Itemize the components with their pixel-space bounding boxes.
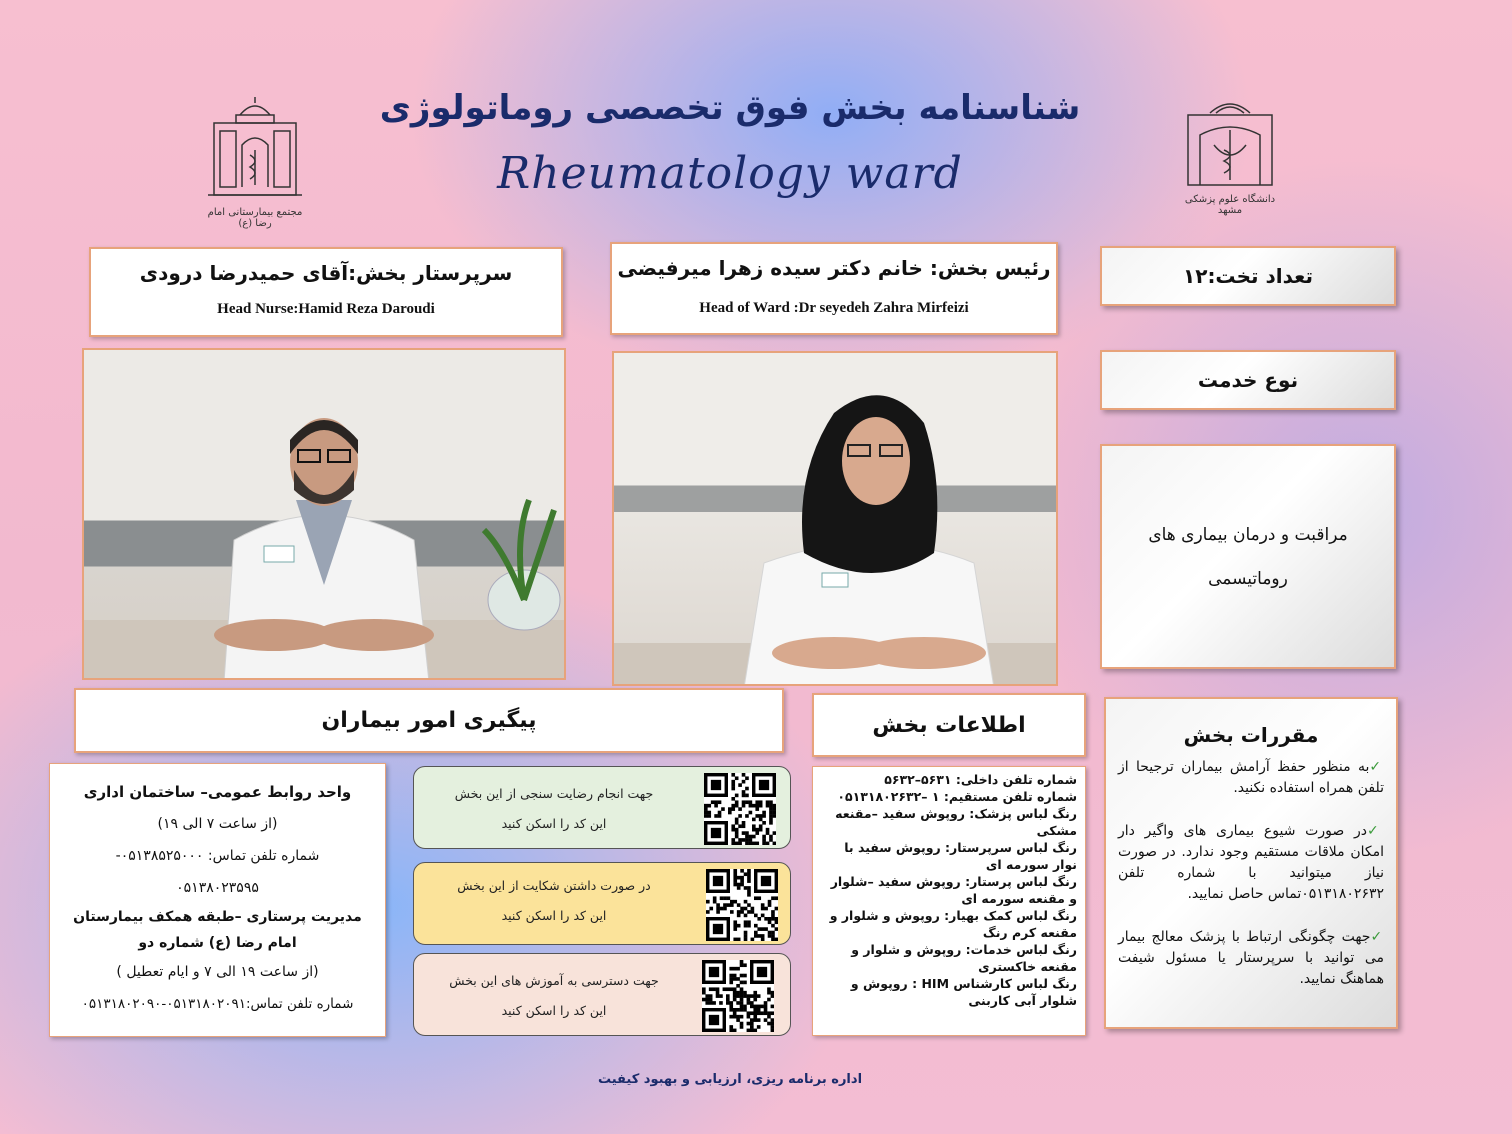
qr-card-line: جهت انجام رضایت سنجی از این بخش — [454, 786, 654, 801]
public-relations-phone-2: ۰۵۱۳۸۰۲۳۵۹۵ — [176, 880, 259, 896]
qr-card-line: در صورت داشتن شکایت از این بخش — [457, 878, 651, 893]
bed-count-card — [1100, 246, 1396, 306]
qr-card-line: این کد را اسکن کنید — [501, 1003, 607, 1018]
public-relations-unit: واحد روابط عمومی– ساختمان اداری — [83, 783, 352, 801]
service-type-label: نوع خدمت — [1197, 368, 1299, 392]
service-description-card — [1100, 444, 1396, 669]
page-title-english: Rheumatology ward — [497, 148, 963, 199]
nursing-management-location: مدیریت پرستاری –طبقه همکف بیمارستان امام رضا (ع) شماره دو — [73, 909, 362, 951]
head-nurse-photo — [82, 348, 566, 680]
ward-info-card — [812, 766, 1086, 1036]
head-of-ward-photo — [612, 351, 1058, 686]
qr-code-icon — [702, 960, 774, 1032]
qr-card-complaint — [413, 862, 791, 945]
service-staff-uniform: رنگ لباس خدمات: روپوش و شلوار و مقنعه خاکستری — [851, 942, 1077, 974]
qr-code-icon — [706, 869, 778, 941]
public-relations-hours: (از ساعت ۷ الی ۱۹) — [157, 816, 278, 832]
direct-phone: شماره تلفن مستقیم: ۱ –۰۵۱۳۱۸۰۲۶۳۲ — [837, 789, 1077, 804]
hospital-logo — [200, 95, 310, 229]
assistant-nurse-uniform: رنگ لباس کمک بهیار: روپوش و شلوار و مقنعه کرم رنگ — [829, 908, 1077, 940]
university-logo — [1180, 95, 1280, 216]
internal-phone: شماره تلفن داخلی: ۵۶۳۱–۵۶۳۲ — [884, 772, 1077, 787]
satisfaction-qr-code[interactable] — [704, 773, 776, 845]
check-icon: ✓ — [1369, 759, 1384, 775]
head-nurse-title: سرپرستار بخش:آقای حمیدرضا درودی — [139, 261, 513, 285]
head-of-ward-title-english: Head of Ward :Dr seyedeh Zahra Mirfeizi — [699, 300, 969, 316]
education-qr-code[interactable] — [702, 960, 774, 1032]
rules-title: مقررات بخش — [1183, 723, 1319, 747]
patient-affairs-title: پیگیری امور بیماران — [321, 708, 537, 733]
head-nurse-card — [89, 247, 563, 337]
head-nurse-title-english: Head Nurse:Hamid Reza Daroudi — [217, 301, 435, 317]
qr-card-line: این کد را اسکن کنید — [501, 908, 607, 923]
complaint-qr-code[interactable] — [706, 869, 778, 941]
head-of-ward-title: رئیس بخش: خانم دکتر سیده زهرا میرفیضی — [617, 256, 1051, 280]
qr-card-education — [413, 953, 791, 1036]
ward-info-title: اطلاعات بخش — [872, 712, 1026, 738]
public-relations-phone: شماره تلفن تماس: ۰۵۱۳۸۵۲۵۰۰۰- — [115, 848, 320, 864]
nursing-management-hours: (از ساعت ۱۹ الی ۷ و ایام تعطیل ) — [116, 964, 319, 980]
rules-list — [1118, 757, 1384, 990]
service-type-card — [1100, 350, 1396, 410]
page-title: شناسنامه بخش فوق تخصصی روماتولوژی — [379, 88, 1081, 128]
rule-item: ✓جهت چگونگی ارتباط با پزشک معالج بیمار می توانید با سرپرستار یا مسئول شیفت هماهنگ نمایید. — [1118, 929, 1384, 987]
qr-card-line: این کد را اسکن کنید — [501, 816, 607, 831]
check-icon: ✓ — [1366, 823, 1384, 839]
check-icon: ✓ — [1370, 929, 1384, 945]
ward-info-header — [812, 693, 1086, 757]
hospital-logo-caption: مجتمع بیمارستانی امام رضا (ع) — [207, 207, 303, 229]
service-description: مراقبت و درمان بیماری های روماتیسمی — [1148, 524, 1348, 589]
qr-code-icon — [704, 773, 776, 845]
patient-affairs-header — [74, 688, 784, 753]
rule-item: ✓به منظور حفظ آرامش بیماران ترجیحا از تلفن همراه استفاده نکنید. — [1118, 759, 1384, 796]
doctor-uniform: رنگ لباس پزشک: روپوش سفید –مقنعه مشکی — [835, 806, 1077, 838]
qr-card-satisfaction — [413, 766, 791, 849]
head-of-ward-portrait-illustration — [614, 353, 1058, 686]
rule-item: ✓در صورت شیوع بیماری های واگیر دار امکان ملاقات مستقیم وجود ندارد. در صورت نیاز میتوانید با شماره تلفن ۰۵۱۳۱۸۰۲۶۳۲تماس حاصل نمایید. — [1118, 823, 1384, 902]
bed-count: تعداد تخت:۱۲ — [1183, 264, 1313, 288]
qr-card-line: جهت دسترسی به آموزش های این بخش — [449, 973, 659, 988]
head-of-ward-card — [610, 242, 1058, 335]
university-emblem-icon — [1180, 95, 1280, 190]
head-nurse-uniform: رنگ لباس سرپرستار: روپوش سفید با نوار سورمه ای — [844, 840, 1077, 872]
hospital-building-icon — [200, 95, 310, 203]
university-logo-caption: دانشگاه علوم پزشکی مشهد — [1184, 194, 1276, 216]
footer-department: اداره برنامه ریزی، ارزیابی و بهبود کیفیت — [597, 1072, 863, 1087]
head-nurse-portrait-illustration — [84, 350, 566, 680]
public-relations-card — [49, 763, 386, 1037]
nurse-uniform: رنگ لباس پرستار: روپوش سفید –شلوار و مقنعه سورمه ای — [830, 874, 1077, 906]
him-staff-uniform: رنگ لباس کارشناس HIM : روپوش و شلوار آبی کاربنی — [850, 976, 1077, 1008]
rules-card — [1104, 697, 1398, 1029]
nursing-management-phone: شماره تلفن تماس:۰۵۱۳۱۸۰۲۰۹۱-۰۵۱۳۱۸۰۲۰۹۰ — [81, 996, 354, 1012]
